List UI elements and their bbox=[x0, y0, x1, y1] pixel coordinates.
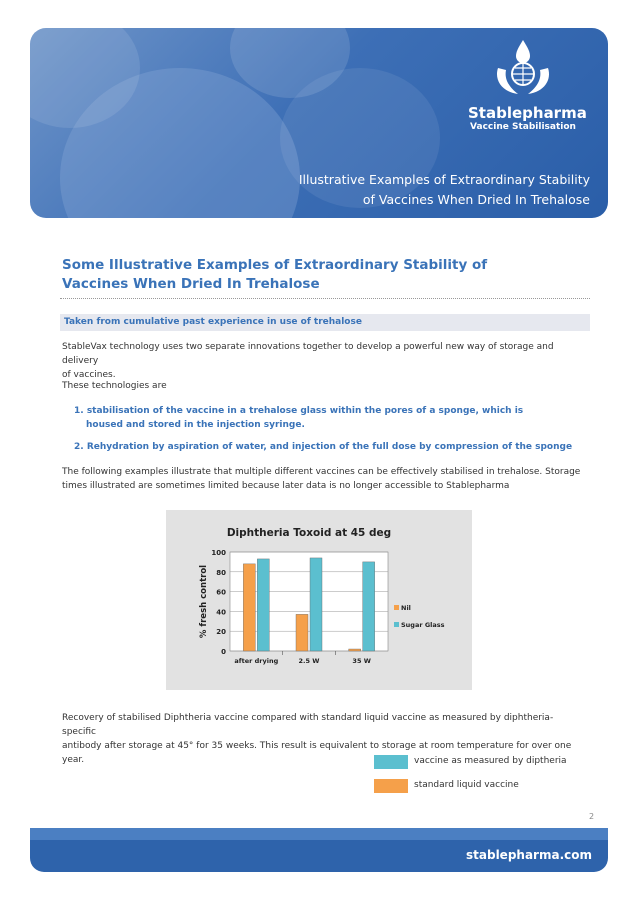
section-bar: Taken from cumulative past experience in use of trehalose bbox=[60, 314, 590, 331]
x-tick-label: 35 W bbox=[352, 657, 371, 665]
y-tick-label: 40 bbox=[216, 608, 226, 617]
y-axis-label: % fresh control bbox=[199, 564, 209, 639]
legend-label-2: standard liquid vaccine bbox=[414, 780, 519, 790]
header-title bbox=[299, 170, 590, 210]
list-item-1 bbox=[74, 404, 574, 432]
paragraph-3 bbox=[62, 465, 582, 493]
chart-caption-line1: Recovery of stabilised Diphtheria vaccine compared with standard liquid vaccine as measured by diphtheria-specific bbox=[62, 713, 554, 737]
paragraph-3-line2: times illustrated are sometimes limited because later data is no longer accessible to Stablepharma bbox=[62, 481, 510, 491]
chart-legend-label: Sugar Glass bbox=[401, 621, 445, 629]
chart-legend-swatch bbox=[394, 622, 399, 627]
paragraph-1-line2: of vaccines. bbox=[62, 370, 116, 380]
legend-swatch-2 bbox=[374, 779, 408, 793]
paragraph-1-line1: StableVax technology uses two separate innovations together to develop a powerful new way of storage and delivery bbox=[62, 342, 554, 366]
bar-nil bbox=[243, 564, 255, 651]
chart-caption-line2: antibody after storage at 45° for 35 weeks. This result is equivalent to storage at room temperature for over one year. bbox=[62, 741, 572, 765]
y-tick-label: 20 bbox=[216, 628, 226, 637]
divider bbox=[60, 298, 590, 299]
footer-site-link[interactable]: stablepharma.com bbox=[466, 848, 592, 862]
header-title-line2: of Vaccines When Dried In Trehalose bbox=[362, 192, 590, 207]
chart-title: Diphtheria Toxoid at 45 deg bbox=[226, 527, 392, 539]
brand-name: Stablepharma bbox=[468, 104, 587, 122]
footer-strip bbox=[30, 828, 608, 840]
x-tick-label: 2.5 W bbox=[298, 657, 320, 665]
y-tick-label: 60 bbox=[216, 588, 226, 597]
paragraph-3-line1: The following examples illustrate that multiple different vaccines can be effectively stabilised in trehalose. Storage bbox=[62, 467, 581, 477]
section-title bbox=[62, 256, 487, 294]
paragraph-1 bbox=[62, 340, 582, 382]
list-item-1-line2: housed and stored in the injection syringe. bbox=[86, 420, 305, 430]
bar-chart bbox=[166, 510, 472, 690]
logo bbox=[468, 38, 587, 132]
globe-hands-icon bbox=[488, 38, 558, 98]
legend-label-1: vaccine as measured by diptheria bbox=[414, 756, 567, 766]
paragraph-2: These technologies are bbox=[62, 381, 167, 391]
y-tick-label: 0 bbox=[221, 648, 226, 656]
list-item-1-line1: 1. stabilisation of the vaccine in a trehalose glass within the pores of a sponge, which is bbox=[74, 406, 524, 416]
chart-legend-swatch bbox=[394, 605, 399, 610]
bar-sugar-glass bbox=[363, 562, 375, 651]
y-tick-label: 100 bbox=[211, 549, 226, 557]
y-tick-label: 80 bbox=[216, 568, 226, 577]
header-banner bbox=[30, 28, 608, 218]
bar-sugar-glass bbox=[310, 558, 322, 651]
section-title-line2: Vaccines When Dried In Trehalose bbox=[62, 276, 320, 292]
x-tick-label: after drying bbox=[234, 657, 279, 665]
chart-legend-label: Nil bbox=[401, 604, 411, 612]
section-title-line1: Some Illustrative Examples of Extraordinary Stability of bbox=[62, 257, 488, 273]
page-number: 2 bbox=[589, 812, 595, 821]
bar-sugar-glass bbox=[257, 559, 269, 651]
bar-nil bbox=[296, 614, 308, 651]
header-title-line1: Illustrative Examples of Extraordinary Stability bbox=[298, 172, 590, 187]
chart-panel bbox=[166, 510, 472, 690]
brand-tagline: Vaccine Stabilisation bbox=[470, 122, 576, 132]
legend-swatch-1 bbox=[374, 755, 408, 769]
bar-nil bbox=[349, 649, 361, 651]
list-item-2: 2. Rehydration by aspiration of water, and injection of the full dose by compression of the sponge bbox=[74, 442, 573, 452]
